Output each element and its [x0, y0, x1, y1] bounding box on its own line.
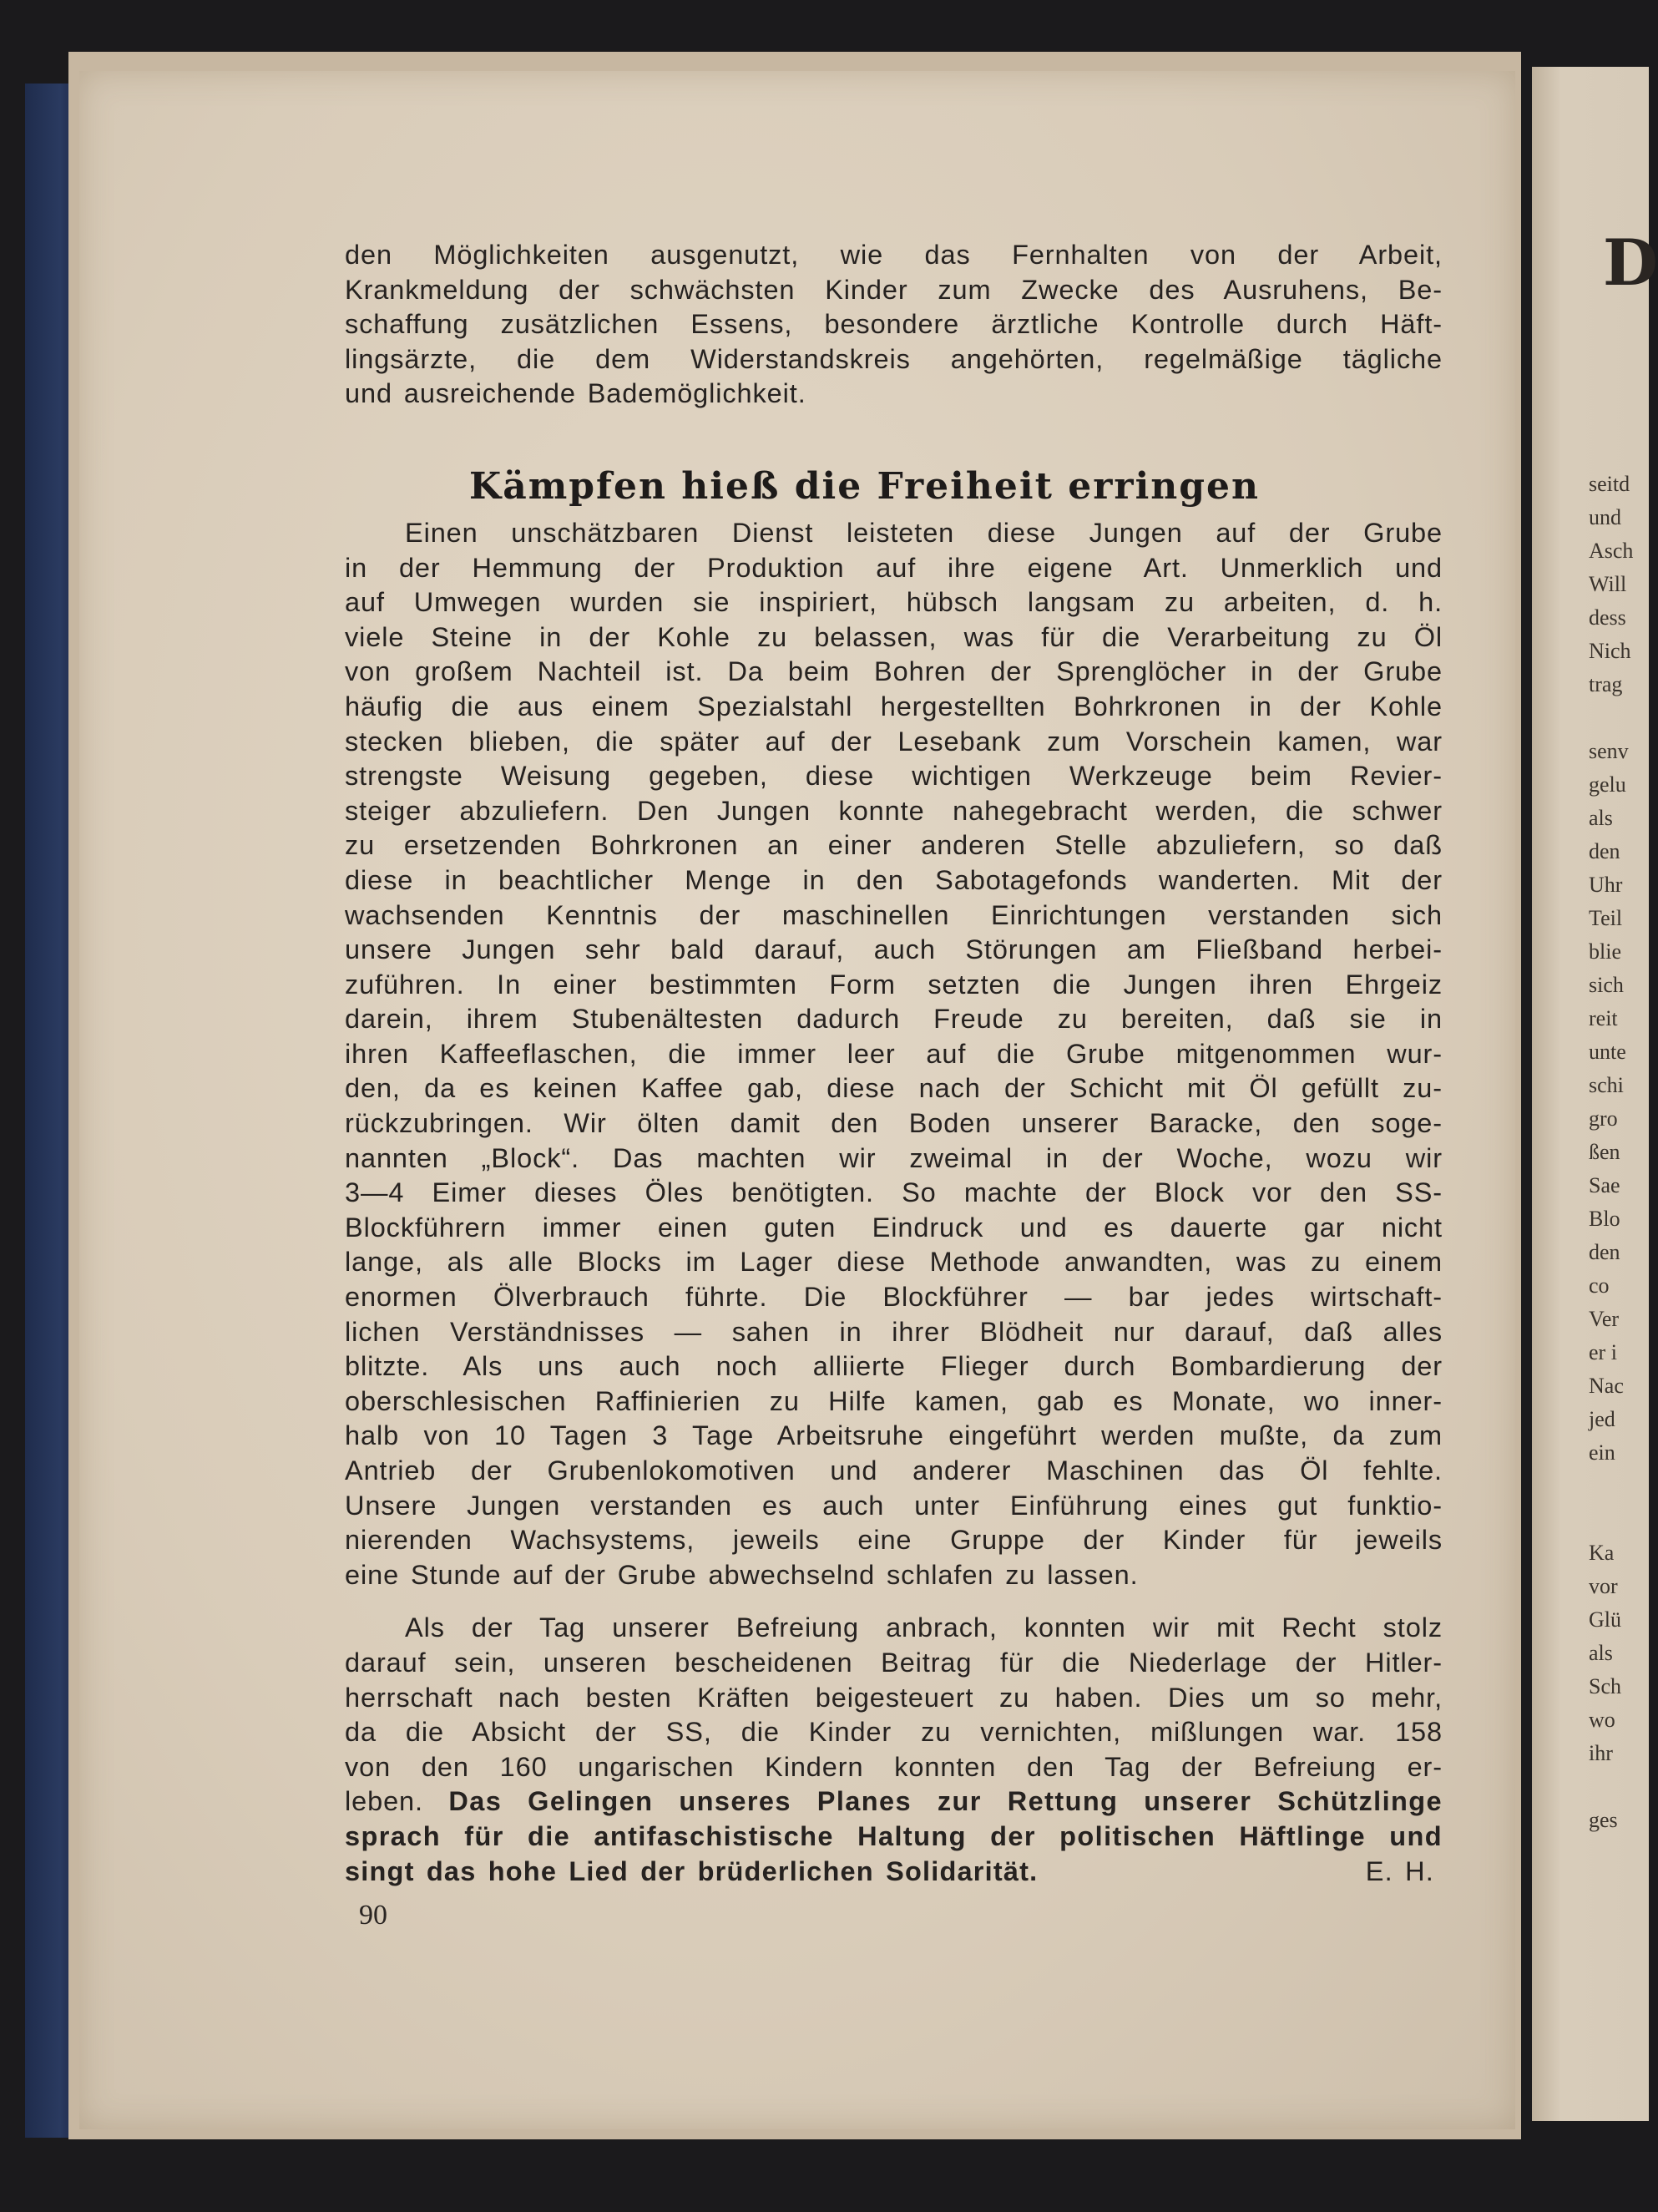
next-page-line: gelu [1589, 772, 1626, 797]
text-line: steiger abzuliefern. Den Jungen konnte nahegebracht werden, die schwer [345, 795, 1443, 826]
text-line: rückzubringen. Wir ölten damit den Boden unserer Baracke, den soge- [345, 1108, 1443, 1139]
next-page-line-fragments [1589, 468, 1655, 1837]
text-line: unsere Jungen sehr bald darauf, auch Störungen am Fließband herbei- [345, 934, 1443, 965]
text-line: Unsere Jungen verstanden es auch unter Einführung eines gut funktio- [345, 1490, 1443, 1521]
text-line: lingsärzte, die dem Widerstandskreis angehörten, regelmäßige tägliche [345, 343, 1443, 374]
next-page-line: senv [1589, 739, 1629, 763]
text-line: Blockführern immer einen guten Eindruck und es dauerte gar nicht [345, 1212, 1443, 1243]
closing-line [345, 1855, 1443, 1890]
next-page-line: blie [1589, 939, 1621, 964]
text-line: häufig die aus einem Spezialstahl hergestellten Bohrkronen in der Kohle [345, 691, 1443, 721]
bold-closing-text: singt das hohe Lied der brüderlichen Solidarität. [345, 1855, 1039, 1886]
text-line: den, da es keinen Kaffee gab, diese nach der Schicht mit Öl gefüllt zu- [345, 1073, 1443, 1104]
next-page-fragment [1532, 67, 1658, 2121]
text-line: da die Absicht der SS, die Kinder zu vernichten, mißlungen war. 158 [345, 1717, 1443, 1748]
next-page-line: ein [1589, 1440, 1615, 1465]
text-line: wachsenden Kenntnis der maschinellen Einrichtungen verstanden sich [345, 899, 1443, 930]
next-page-line: Sae [1589, 1173, 1620, 1197]
next-page-line: als [1589, 806, 1613, 830]
final-paragraph [345, 1611, 1443, 1784]
signature: E. H. [1365, 1855, 1434, 1886]
text-line: diese in beachtlicher Menge in den Sabotagefonds wanderten. Mit der [345, 864, 1443, 895]
text-line: strengste Weisung gegeben, diese wichtigen Werkzeuge beim Revier- [345, 761, 1443, 792]
text-line: herrschaft nach besten Kräften beigesteuert zu haben. Dies um so mehr, [345, 1682, 1443, 1713]
text-line: Krankmeldung der schwächsten Kinder zum Zwecke des Ausruhens, Be- [345, 274, 1443, 305]
text-line: auf Umwegen wurden sie inspiriert, hübsch langsam zu arbeiten, d. h. [345, 587, 1443, 618]
page-content [345, 238, 1443, 1889]
text-line: Als der Tag unserer Befreiung anbrach, konnten wir mit Recht stolz [405, 1612, 1443, 1643]
next-page-line: ßen [1589, 1140, 1620, 1164]
next-page-line: Ka [1589, 1541, 1615, 1565]
text-line: darauf sein, unseren bescheidenen Beitrag für die Niederlage der Hitler- [345, 1647, 1443, 1678]
next-page-line: ges [1589, 1808, 1618, 1832]
page-number: 90 [359, 1900, 387, 1931]
text-line: von großem Nachteil ist. Da beim Bohren der Sprenglöcher in der Grube [345, 656, 1443, 687]
next-page-line: gro [1589, 1106, 1618, 1131]
next-page-line: Ver [1589, 1307, 1620, 1331]
text-line: Einen unschätzbaren Dienst leisteten diese Jungen auf der Grube [405, 517, 1443, 548]
text-line: Antrieb der Grubenlokomotiven und anderer Maschinen das Öl fehlte. [345, 1455, 1443, 1486]
next-page-line: den [1589, 839, 1620, 863]
next-page-line: den [1589, 1240, 1620, 1264]
final-line-bold: Das Gelingen unseres Planes zur Rettung unserer Schützlinge [448, 1786, 1443, 1817]
next-page-line [1589, 701, 1655, 735]
text-line: schaffung zusätzlichen Essens, besondere ärztliche Kontrolle durch Häft- [345, 309, 1443, 340]
text-line: eine Stunde auf der Grube abwechselnd schlafen zu lassen. [345, 1559, 1139, 1590]
text-line: oberschlesischen Raffinierien zu Hilfe kamen, gab es Monate, wo inner- [345, 1385, 1443, 1416]
text-line: lichen Verständnisses — sahen in ihrer Blödheit nur darauf, daß alles [345, 1316, 1443, 1347]
text-line: nannten „Block“. Das machten wir zweimal in der Woche, wozu wir [345, 1142, 1443, 1173]
next-page-heading-fragment: D [1603, 225, 1658, 300]
text-line: den Möglichkeiten ausgenutzt, wie das Fernhalten von der Arbeit, [345, 240, 1443, 270]
next-page-line: ihr [1589, 1741, 1613, 1765]
section-paragraph [345, 516, 1443, 1592]
next-page-line: sich [1589, 973, 1624, 997]
text-line: viele Steine in der Kohle zu belassen, was für die Verarbeitung zu Öl [345, 621, 1443, 652]
section-heading: Kämpfen hieß die Freiheit erringen [468, 464, 1261, 508]
text-line: 3—4 Eimer dieses Öles benötigten. So machte der Block vor den SS- [345, 1177, 1443, 1208]
next-page-line: Will [1589, 572, 1627, 596]
next-page-line: seitd [1589, 472, 1630, 496]
next-page-line: Uhr [1589, 873, 1623, 897]
next-page-line: reit [1589, 1006, 1618, 1030]
final-line-plain: leben. [345, 1786, 423, 1817]
bold-line: sprach für die antifaschistische Haltung der politischen Häftlinge und [345, 1820, 1443, 1851]
next-page-line: Asch [1589, 539, 1634, 563]
next-page-line: dess [1589, 605, 1626, 630]
next-page-line: Teil [1589, 906, 1623, 930]
next-page-line [1589, 1770, 1655, 1804]
next-page-line: trag [1589, 672, 1623, 696]
next-page-line: Blo [1589, 1207, 1620, 1231]
text-line: blitzte. Als uns auch noch alliierte Flieger durch Bombardierung der [345, 1351, 1443, 1382]
next-page-line: als [1589, 1641, 1613, 1665]
next-page-line: jed [1589, 1407, 1615, 1431]
next-page-line: er i [1589, 1340, 1617, 1364]
text-line: und ausreichende Bademöglichkeit. [345, 378, 806, 409]
next-page-line: co [1589, 1273, 1610, 1298]
text-line: zu ersetzenden Bohrkronen an einer anderen Stelle abzuliefern, so daß [345, 830, 1443, 861]
next-page-line: unte [1589, 1040, 1626, 1064]
final-paragraph-line [345, 1784, 1443, 1820]
next-page-line: und [1589, 505, 1621, 529]
text-line: enormen Ölverbrauch führte. Die Blockführer — bar jedes wirtschaft- [345, 1282, 1443, 1313]
next-page-line: schi [1589, 1073, 1624, 1097]
text-line: zuführen. In einer bestimmten Form setzten die Jungen ihren Ehrgeiz [345, 969, 1443, 1000]
next-page-line [1589, 1503, 1655, 1536]
next-page-line: vor [1589, 1574, 1618, 1598]
text-line: nierenden Wachsystems, jeweils eine Gruppe der Kinder für jeweils [345, 1525, 1443, 1556]
next-page-line [1589, 1470, 1655, 1503]
intro-paragraph [345, 238, 1443, 412]
text-line: stecken blieben, die später auf der Lesebank zum Vorschein kamen, war [345, 726, 1443, 757]
next-page-line: wo [1589, 1708, 1615, 1732]
next-page-line: Glü [1589, 1607, 1621, 1632]
text-line: in der Hemmung der Produktion auf ihre eigene Art. Unmerklich und [345, 552, 1443, 583]
text-line: halb von 10 Tagen 3 Tage Arbeitsruhe eingeführt werden mußte, da zum [345, 1420, 1443, 1451]
text-line: ihren Kaffeeflaschen, die immer leer auf die Grube mitgenommen wur- [345, 1038, 1443, 1069]
text-line: von den 160 ungarischen Kindern konnten den Tag der Befreiung er- [345, 1751, 1443, 1782]
next-page-line: Nich [1589, 639, 1631, 663]
text-line: darein, ihrem Stubenältesten dadurch Freude zu bereiten, daß sie in [345, 1004, 1443, 1035]
next-page-line: Sch [1589, 1674, 1621, 1698]
next-page-line: Nac [1589, 1374, 1624, 1398]
text-line: lange, als alle Blocks im Lager diese Methode anwandten, was zu einem [345, 1247, 1443, 1278]
